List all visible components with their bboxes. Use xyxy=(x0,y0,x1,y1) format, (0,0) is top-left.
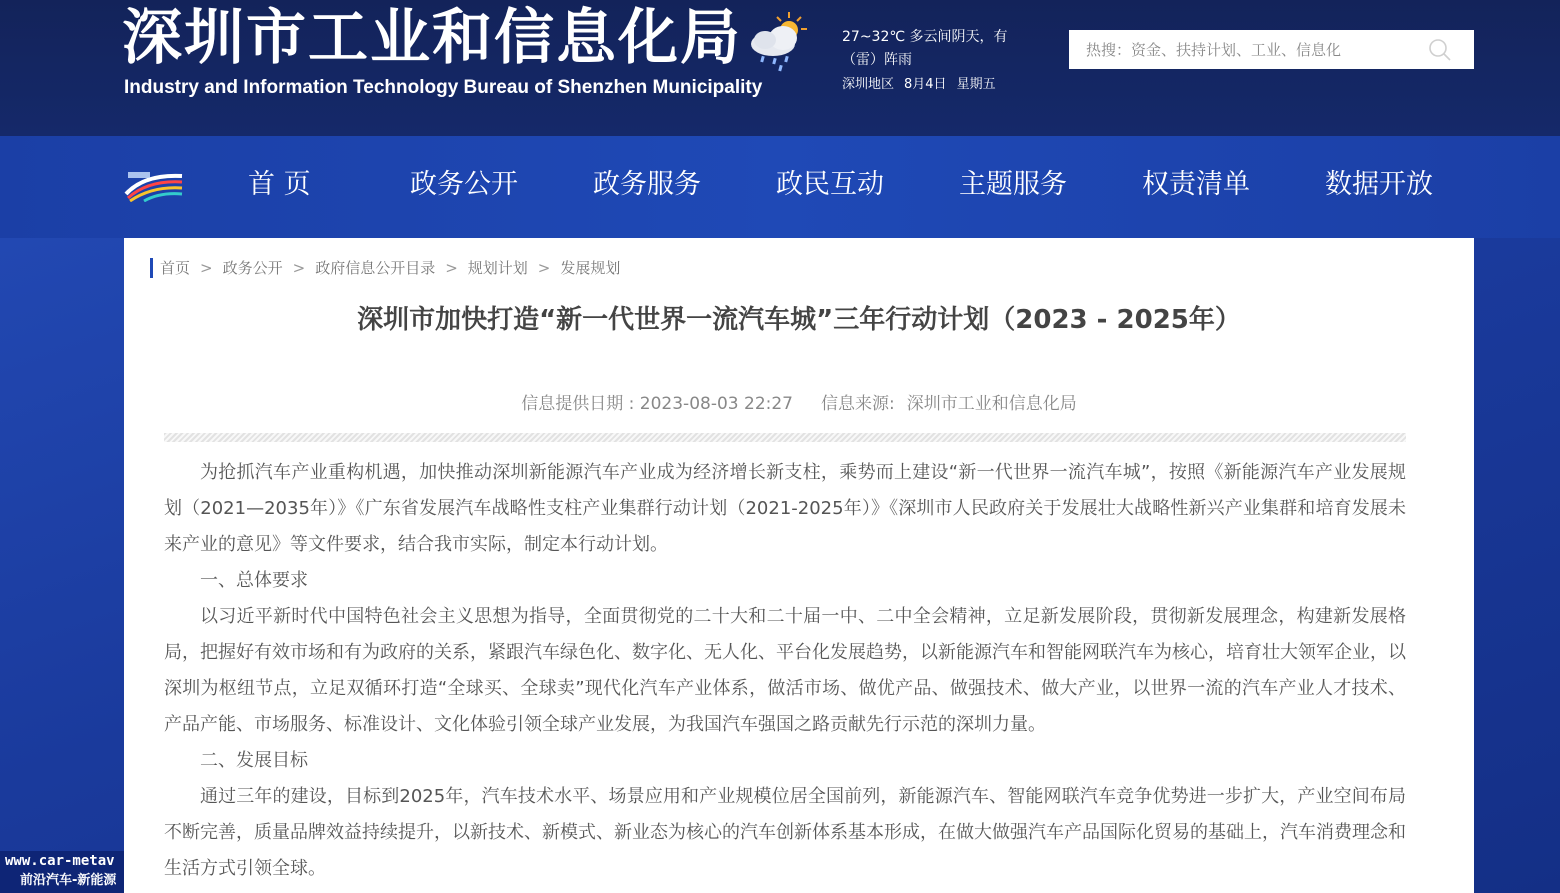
breadcrumb-planning[interactable]: 规划计划 xyxy=(467,259,528,277)
weather-day: 8月4日 xyxy=(904,77,947,92)
breadcrumb-separator: > xyxy=(200,259,213,277)
breadcrumb xyxy=(150,258,620,278)
source-value: 深圳市工业和信息化局 xyxy=(906,394,1077,414)
site-title[interactable]: 深圳市工业和信息化局 xyxy=(122,3,742,73)
section-heading: 二、发展目标 xyxy=(200,750,308,771)
breadcrumb-info-catalog[interactable]: 政府信息公开目录 xyxy=(315,259,436,277)
nav-government-affairs[interactable]: 政务公开 xyxy=(410,169,518,200)
divider xyxy=(164,433,1406,442)
weather-weekday: 星期五 xyxy=(956,77,996,92)
weather-text: 27~32℃ 多云间阴天，有（雷）阵雨 xyxy=(842,29,1008,68)
article-body xyxy=(164,455,1406,887)
watermark xyxy=(0,851,124,893)
weather-date xyxy=(842,73,996,92)
breadcrumb-home[interactable]: 首页 xyxy=(160,259,191,277)
search-input[interactable] xyxy=(1069,31,1409,68)
search-box xyxy=(1069,30,1474,69)
date-label: 信息提供日期 : xyxy=(521,394,640,414)
nav-home[interactable]: 首 页 xyxy=(248,169,311,200)
watermark-text: 前沿汽车-新能源 xyxy=(20,873,117,888)
nav-government-services[interactable]: 政务服务 xyxy=(593,169,701,200)
site-subtitle: Industry and Information Technology Bureau of Shenzhen Municipality xyxy=(124,77,763,98)
date-value: 2023-08-03 22:27 xyxy=(639,394,793,414)
nav-open-data[interactable]: 数据开放 xyxy=(1325,169,1433,200)
cloud-sun-rain-icon xyxy=(745,10,811,72)
paragraph: 为抢抓汽车产业重构机遇，加快推动深圳新能源汽车产业成为经济增长新支柱，乘势而上建设“新一代世界一流汽车城”，按照《新能源汽车产业发展规划（2021—2035年）》《广东省发展汽车战略性支柱产业集群行动计划（2021-2025年）》《深圳市人民政府关于发展壮大战略性新兴产业集群和培育发展未来产业的意见》等文件要求，结合我市实际，制定本行动计划。 xyxy=(164,462,1406,555)
breadcrumb-separator: > xyxy=(292,259,306,277)
search-icon[interactable] xyxy=(1428,38,1452,62)
nav-power-list[interactable]: 权责清单 xyxy=(1142,169,1250,200)
nav-theme-services[interactable]: 主题服务 xyxy=(959,169,1067,200)
article-title: 深圳市加快打造“新一代世界一流汽车城”三年行动计划（2023 - 2025年） xyxy=(357,305,1241,335)
breadcrumb-separator: > xyxy=(445,259,458,277)
breadcrumb-development-plan[interactable]: 发展规划 xyxy=(560,259,621,277)
article-meta xyxy=(124,392,1474,416)
source-label: 信息来源: xyxy=(821,394,895,414)
paragraph: 以习近平新时代中国特色社会主义思想为指导，全面贯彻党的二十大和二十届一中、二中全会精神，立足新发展阶段，贯彻新发展理念，构建新发展格局，把握好有效市场和有为政府的关系，紧跟汽车绿色化、数字化、无人化、平台化发展趋势，以新能源汽车和智能网联汽车为核心，培育壮大领军企业，以深圳为枢纽节点，立足双循环打造“全球买、全球卖”现代化汽车产业体系，做活市场、做优产品、做强技术、做大产业，以世界一流的汽车产业人才技术、产品产能、市场服务、标准设计、文化体验引领全球产业发展，为我国汽车强国之路贡献先行示范的深圳力量。 xyxy=(164,606,1406,735)
watermark-url: www.car-metav xyxy=(5,853,115,869)
nav-public-interaction[interactable]: 政民互动 xyxy=(776,169,884,200)
breadcrumb-government-affairs[interactable]: 政务公开 xyxy=(222,259,283,277)
site-logo[interactable] xyxy=(124,168,184,202)
weather-region: 深圳地区 xyxy=(842,77,895,92)
paragraph: 通过三年的建设，目标到2025年，汽车技术水平、场景应用和产业规模位居全国前列，新能源汽车、智能网联汽车竞争优势进一步扩大，产业空间布局不断完善，质量品牌效益持续提升，以新技术、新模式、新业态为核心的汽车创新体系基本形成，在做大做强汽车产品国际化贸易的基础上，汽车消费理念和生活方式引领全球。 xyxy=(164,786,1406,879)
section-heading: 一、总体要求 xyxy=(200,570,308,591)
breadcrumb-separator: > xyxy=(537,259,551,277)
